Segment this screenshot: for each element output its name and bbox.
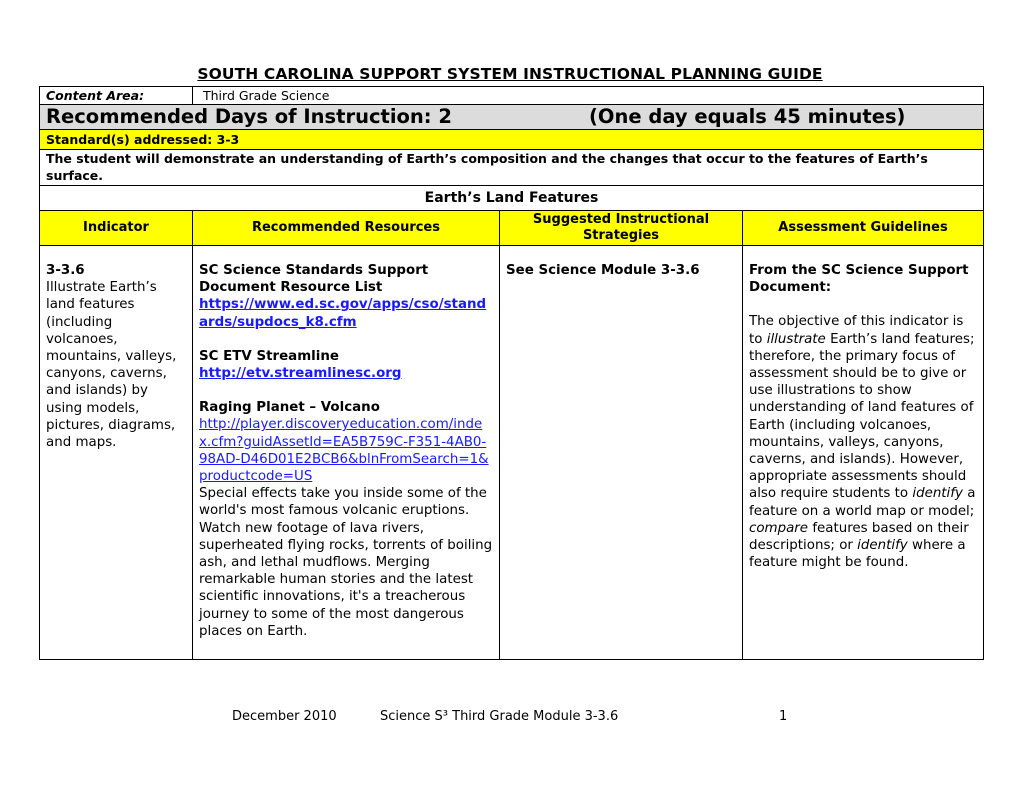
column-header-strategies: Suggested Instructional Strategies (500, 211, 743, 246)
content-area-row (40, 87, 984, 105)
resource-etv-link[interactable]: http://etv.streamlinesc.org (199, 366, 402, 382)
standard-desc-row (40, 150, 984, 186)
resource-volcano-description: Special effects take you inside some of the world's most famous volcanic eruptions. Watch new footage of lava rivers, superheated flying rocks, torrents of boiling ash, and lethal mudflows. Merging remarkable human stories and the latest scientific innovations, it's a treacherous journey to some of the most dangerous places on Earth. (199, 486, 493, 639)
content-area-value: Third Grade Science (193, 87, 984, 105)
standard-row (40, 130, 984, 150)
strategies-text: See Science Module 3-3.6 (506, 263, 700, 278)
indicator-cell (40, 246, 193, 660)
days-of-instruction: Recommended Days of Instruction: 2 (46, 105, 452, 128)
resource-volcano-link[interactable]: http://player.discoveryeducation.com/index.cfm?guidAssetId=EA5B759C-F351-4AB0-98AD-D46D01E2BCB6&blnFromSearch=1&productcode=US (199, 417, 489, 485)
recommended-days (40, 105, 984, 130)
content-row (40, 246, 984, 660)
standard-addressed: Standard(s) addressed: 3-3 (40, 130, 984, 150)
resource-standards-link[interactable]: https://www.ed.sc.gov/apps/cso/standards/supdocs_k8.cfm (199, 297, 487, 330)
assessment-intro: From the SC Science Support Document: (749, 263, 969, 296)
page-title: SOUTH CAROLINA SUPPORT SYSTEM INSTRUCTIONAL PLANNING GUIDE (197, 65, 823, 83)
resource-standards-title: SC Science Standards Support Document Resource List (199, 263, 429, 296)
footer-module: Science S³ Third Grade Module 3-3.6 (380, 709, 619, 724)
assessment-cell (743, 246, 984, 660)
resources-cell (193, 246, 500, 660)
resource-etv-title: SC ETV Streamline (199, 348, 339, 364)
column-header-row (40, 211, 984, 246)
section-row (40, 186, 984, 211)
strategies-cell (500, 246, 743, 660)
planning-guide-table (39, 86, 984, 660)
column-header-assessment: Assessment Guidelines (743, 211, 984, 246)
day-length-note: (One day equals 45 minutes) (589, 105, 906, 128)
content-area-label: Content Area: (40, 87, 193, 105)
standard-description: The student will demonstrate an understanding of Earth’s composition and the changes that occur to the features of Earth’s surface. (40, 150, 984, 186)
column-header-resources: Recommended Resources (193, 211, 500, 246)
footer-page-number: 1 (779, 709, 788, 724)
resource-volcano-title: Raging Planet – Volcano (199, 400, 380, 416)
indicator-code: 3-3.6 (46, 263, 85, 278)
section-title: Earth’s Land Features (40, 186, 984, 211)
days-row (40, 105, 984, 130)
assessment-text: The objective of this indicator is to illustrate Earth’s land features; therefore, the primary focus of assessment should be to give or use illustrations to show understanding of land features of Earth (including volcanoes, mountains, valleys, canyons, caverns, and islands). However, appropriate assessments should also require students to identify a feature on a world map or model; compare features based on their descriptions; or identify where a feature might be found. (749, 314, 976, 571)
footer-date: December 2010 (232, 709, 337, 724)
indicator-text: Illustrate Earth’s land features (including volcanoes, mountains, valleys, canyons, caverns, and islands) by using models, pictures, diagrams, and maps. (46, 280, 177, 451)
column-header-indicator: Indicator (40, 211, 193, 246)
